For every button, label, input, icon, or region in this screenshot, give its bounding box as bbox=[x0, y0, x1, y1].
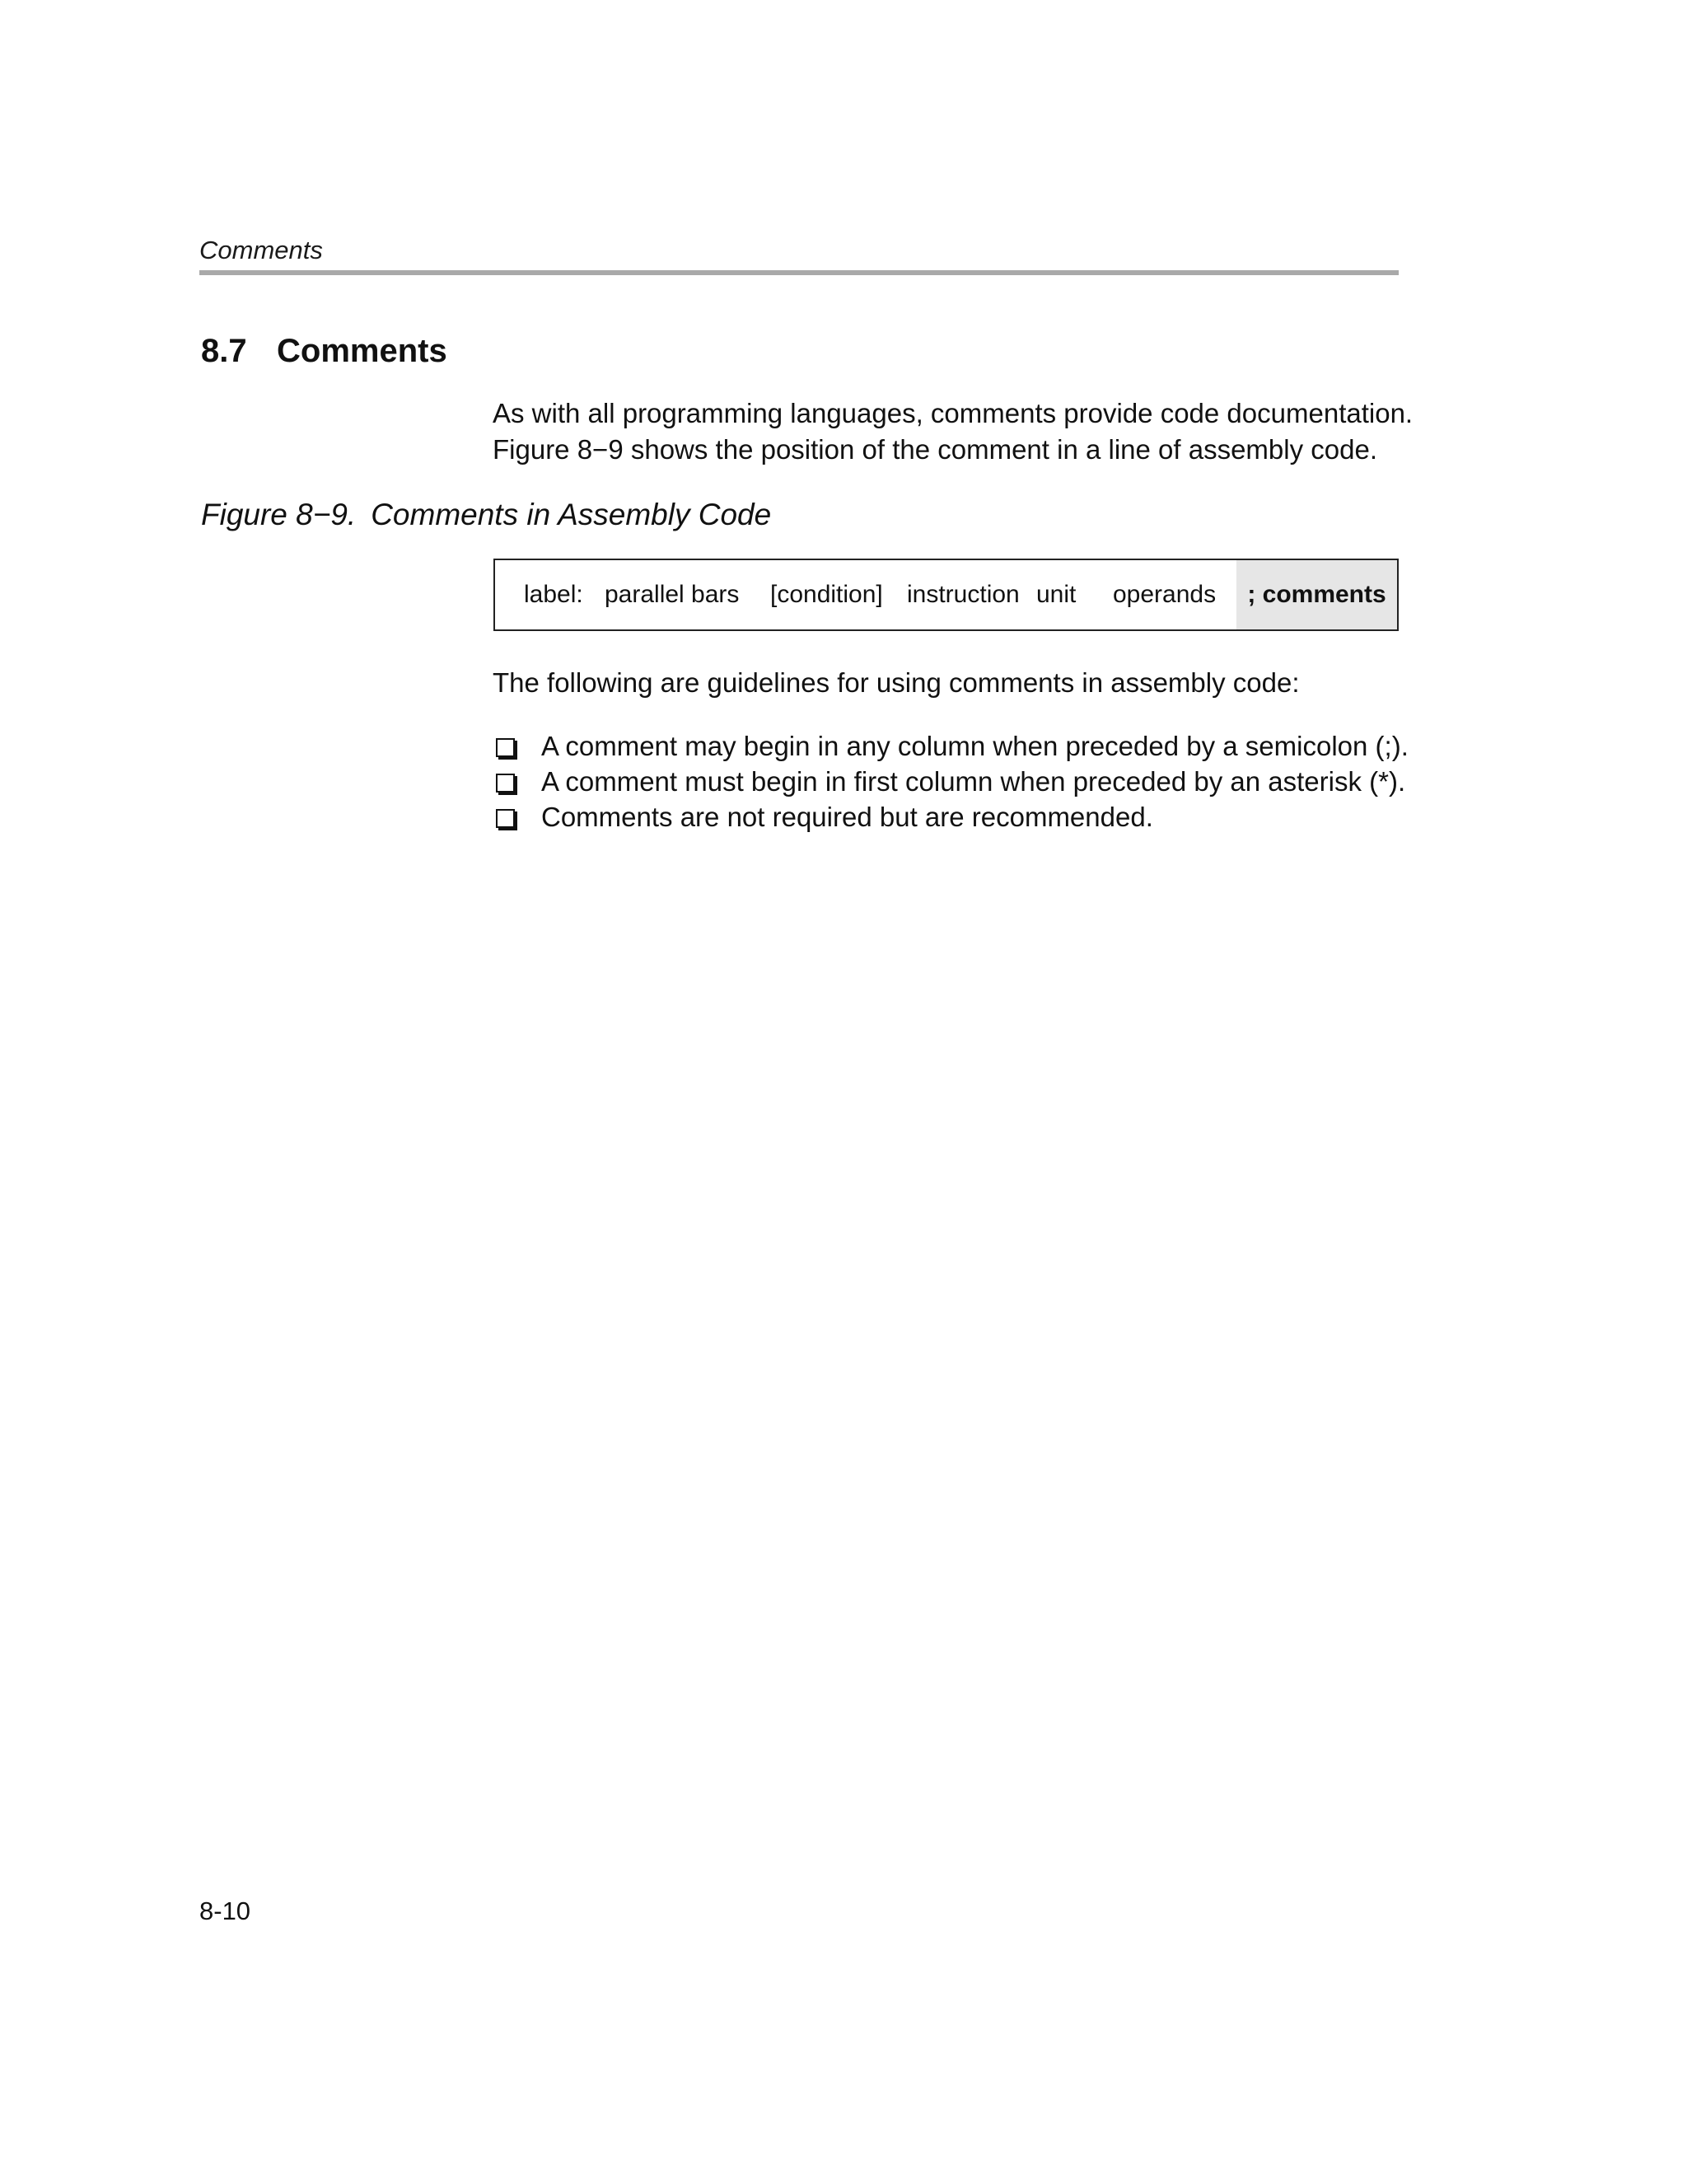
section-title: Comments bbox=[277, 333, 447, 369]
field-parallel-bars: parallel bars bbox=[605, 581, 740, 608]
checkbox-bullet-icon bbox=[496, 738, 515, 757]
checkbox-bullet-icon bbox=[496, 774, 515, 793]
field-unit: unit bbox=[1036, 581, 1077, 608]
page-number: 8-10 bbox=[199, 1896, 251, 1925]
guideline-text: Comments are not required but are recommended. bbox=[541, 802, 1153, 832]
field-comments: ; comments bbox=[1236, 560, 1397, 629]
section-number: 8.7 bbox=[201, 333, 247, 369]
header-rule bbox=[199, 270, 1399, 275]
guidelines-intro: The following are guidelines for using comments in assembly code: bbox=[493, 667, 1300, 698]
field-instruction: instruction bbox=[907, 581, 1020, 608]
field-operands: operands bbox=[1113, 581, 1217, 608]
figure-title: Comments in Assembly Code bbox=[371, 498, 772, 531]
intro-line-1: As with all programming languages, comments provide code documentation. bbox=[493, 398, 1414, 428]
intro-line-2: Figure 8−9 shows the position of the comment in a line of assembly code. bbox=[493, 434, 1377, 465]
field-label: label: bbox=[524, 581, 583, 608]
section-heading bbox=[201, 333, 447, 370]
intro-paragraph bbox=[493, 395, 1432, 468]
guideline-text: A comment may begin in any column when preceded by a semicolon (;). bbox=[541, 731, 1409, 761]
running-header: Comments bbox=[199, 236, 323, 264]
guideline-text: A comment must begin in first column when preceded by an asterisk (*). bbox=[541, 766, 1406, 797]
figure-caption bbox=[201, 498, 771, 532]
assembly-syntax-diagram bbox=[493, 559, 1399, 631]
field-condition: [condition] bbox=[770, 581, 883, 608]
figure-number: Figure 8−9. bbox=[201, 498, 357, 531]
checkbox-bullet-icon bbox=[496, 809, 515, 828]
